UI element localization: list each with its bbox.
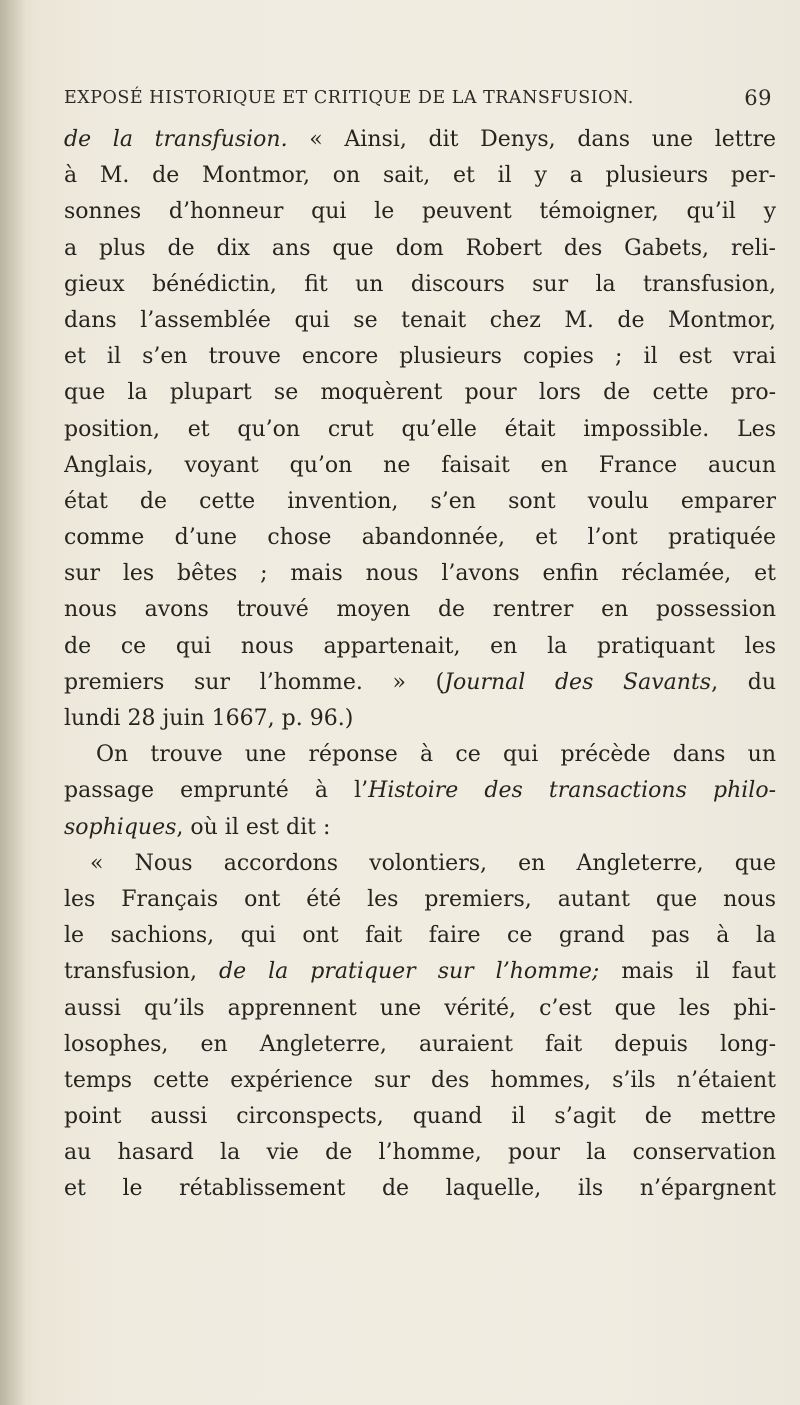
text-span: temps cette expérience sur des hommes, s’ils n’étaient	[64, 1067, 776, 1093]
text-line	[64, 954, 776, 990]
text-span: nous avons trouvé moyen de rentrer en possession	[64, 597, 776, 623]
text-span: Anglais, voyant qu’on ne faisait en France aucun	[64, 452, 776, 478]
text-line	[64, 231, 776, 267]
text-line	[64, 1135, 776, 1171]
text-line	[64, 629, 776, 665]
text-span: passage emprunté à l’	[64, 778, 369, 804]
text-span: le sachions, qui ont fait faire ce grand pas à la	[64, 923, 776, 949]
text-line	[64, 520, 776, 556]
text-line	[64, 773, 776, 809]
text-line	[64, 484, 776, 520]
italic-text: sophiques	[64, 814, 177, 840]
text-line	[64, 158, 776, 194]
running-title: EXPOSÉ HISTORIQUE ET CRITIQUE DE LA TRANSFUSION.	[64, 88, 634, 108]
text-span: losophes, en Angleterre, auraient fait depuis long-	[64, 1031, 776, 1057]
text-line	[64, 918, 776, 954]
text-span: état de cette invention, s’en sont voulu emparer	[64, 488, 776, 514]
text-span: sur les bêtes ; mais nous l’avons enfin réclamée, et	[64, 561, 776, 587]
text-line	[64, 556, 776, 592]
text-span: lundi 28 juin 1667, p. 96.)	[64, 706, 354, 731]
text-span: à M. de Montmor, on sait, et il y a plusieurs per-	[64, 163, 776, 189]
text-span: transfusion,	[64, 959, 219, 985]
text-span: dans l’assemblée qui se tenait chez M. de Montmor,	[64, 307, 776, 333]
text-span: gieux bénédictin, fit un discours sur la transfusion,	[64, 271, 776, 297]
text-line	[64, 737, 776, 773]
text-line	[64, 810, 776, 846]
text-line	[64, 267, 776, 303]
text-span: On trouve une réponse à ce qui précède dans un	[96, 742, 776, 768]
text-span: et il s’en trouve encore plusieurs copies ; il est vrai	[64, 344, 776, 370]
text-span: position, et qu’on crut qu’elle était impossible. Les	[64, 416, 776, 442]
text-line	[64, 194, 776, 230]
text-span: mais il faut	[599, 959, 776, 985]
text-line	[64, 303, 776, 339]
text-span: premiers sur l’homme. » (	[64, 669, 445, 695]
text-span: , où il est dit :	[176, 814, 331, 840]
text-line	[64, 1063, 776, 1099]
text-span: point aussi circonspects, quand il s’agit de mettre	[64, 1104, 776, 1130]
text-span: les Français ont été les premiers, autant que nous	[64, 886, 776, 912]
italic-text: Histoire des transactions philo-	[368, 778, 776, 804]
text-span: de ce qui nous appartenait, en la pratiquant les	[64, 633, 776, 659]
text-line	[64, 339, 776, 375]
text-line	[64, 665, 776, 701]
text-line	[64, 1027, 776, 1063]
text-span: que la plupart se moquèrent pour lors de cette pro-	[64, 380, 776, 406]
text-span: sonnes d’honneur qui le peuvent témoigner, qu’il y	[64, 199, 776, 225]
text-line	[64, 448, 776, 484]
text-span: comme d’une chose abandonnée, et l’ont pratiquée	[64, 525, 776, 551]
text-line	[64, 375, 776, 411]
italic-text: Journal des Savants	[444, 669, 712, 695]
text-line	[64, 882, 776, 918]
text-line	[64, 846, 776, 882]
italic-text: de la transfusion.	[64, 127, 288, 152]
text-line	[64, 412, 776, 448]
text-line	[64, 122, 776, 158]
page-number: 69	[744, 86, 772, 110]
text-span: a plus de dix ans que dom Robert des Gabets, reli-	[64, 235, 776, 261]
page-header	[64, 88, 772, 116]
body-text	[64, 122, 776, 1208]
italic-text: de la pratiquer sur l’homme;	[219, 959, 600, 985]
text-span: au hasard la vie de l’homme, pour la conservation	[64, 1140, 776, 1166]
text-span: aussi qu’ils apprennent une vérité, c’est que les phi-	[64, 995, 776, 1021]
text-span: et le rétablissement de laquelle, ils n’épargnent	[64, 1176, 776, 1202]
text-line	[64, 991, 776, 1027]
text-span: « Ainsi, dit Denys, dans une lettre	[287, 127, 776, 152]
text-line	[64, 1171, 776, 1207]
text-line	[64, 592, 776, 628]
text-span: « Nous accordons volontiers, en Angleterre, que	[90, 850, 776, 876]
text-line	[64, 1099, 776, 1135]
text-span: , du	[711, 669, 776, 695]
page-gutter-shadow	[0, 0, 26, 1405]
text-line	[64, 701, 776, 737]
